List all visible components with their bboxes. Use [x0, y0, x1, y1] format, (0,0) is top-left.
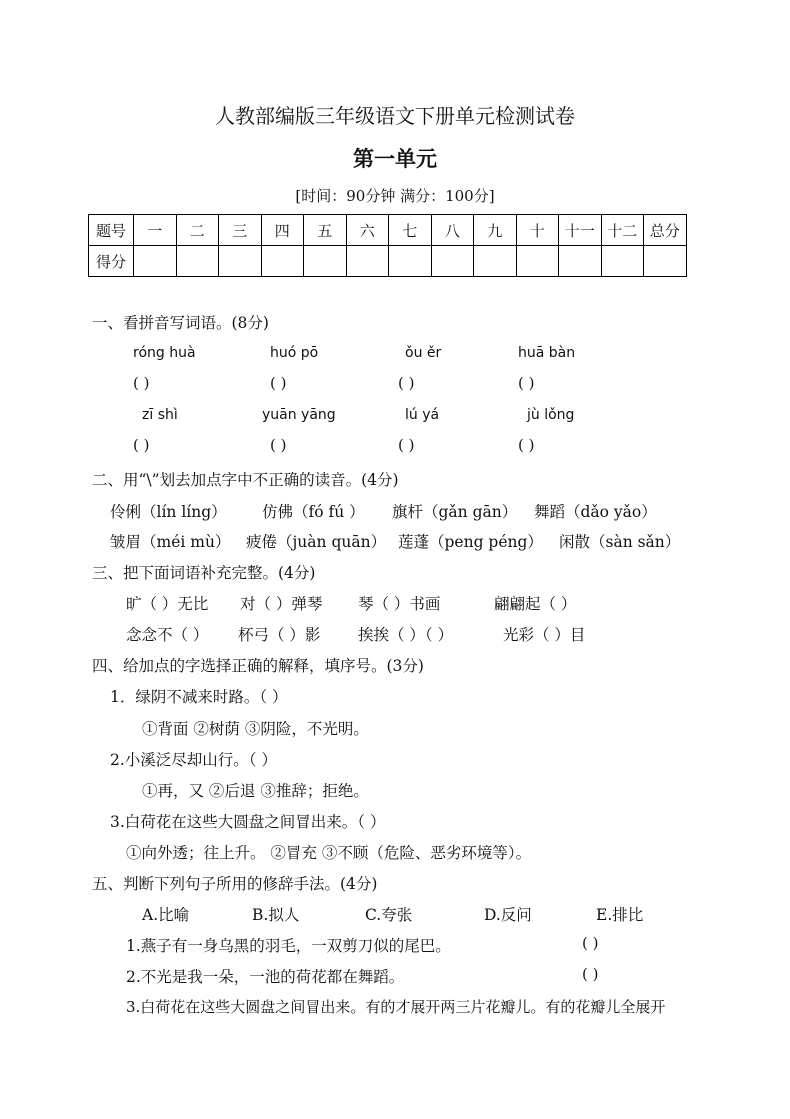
table-cell: 十一 — [559, 215, 602, 246]
table-cell: 七 — [389, 215, 432, 246]
unit-title: 第一单元 — [353, 146, 437, 171]
rhetoric-choice: E.排比 — [596, 906, 644, 924]
reading-item[interactable]: 皱眉（méi mù） — [110, 533, 231, 551]
q4-question[interactable]: 2.小溪泛尽却山行。（ ） — [110, 751, 277, 769]
answer-blank[interactable]: ( ) — [133, 436, 150, 454]
pinyin: róng huà — [133, 345, 196, 361]
table-cell: 得分 — [89, 246, 134, 277]
q5-sentence: 2.不光是我一朵，一池的荷花都在舞蹈。 — [126, 968, 405, 986]
score-input-cell[interactable] — [346, 246, 389, 277]
pinyin: lú yá — [405, 407, 440, 423]
q3-heading: 三、把下面词语补充完整。(4分) — [92, 564, 316, 582]
q2-heading: 二、用“\”划去加点字中不正确的读音。(4分) — [92, 471, 399, 489]
q5-sentence: 3.白荷花在这些大圆盘之间冒出来。有的才展开两三片花瓣儿。有的花瓣儿全展开 — [126, 998, 666, 1016]
score-input-cell[interactable] — [516, 246, 559, 277]
table-cell: 九 — [474, 215, 517, 246]
answer-blank[interactable]: ( ) — [398, 374, 415, 392]
pinyin: yuān yāng — [262, 407, 336, 423]
answer-blank[interactable]: ( ) — [398, 436, 415, 454]
answer-blank[interactable]: ( ) — [582, 934, 599, 952]
q4-options: ①再，又 ②后退 ③推辞；拒绝。 — [142, 782, 369, 800]
reading-item[interactable]: 疲倦（juàn quān） — [246, 533, 387, 551]
score-input-cell[interactable] — [559, 246, 602, 277]
idiom-blank[interactable]: 琴（ ）书画 — [358, 595, 441, 613]
idiom-blank[interactable]: 杯弓（ ）影 — [238, 626, 321, 644]
idiom-blank[interactable]: 翩翩起（ ） — [494, 595, 577, 613]
answer-blank[interactable]: ( ) — [133, 374, 150, 392]
reading-item[interactable]: 舞蹈（dǎo yǎo） — [534, 503, 657, 521]
rhetoric-choice: D.反问 — [484, 906, 532, 924]
q4-heading: 四、给加点的字选择正确的解释，填序号。(3分) — [92, 657, 424, 675]
answer-blank[interactable]: ( ) — [518, 374, 535, 392]
reading-item[interactable]: 旗杆（gǎn gān） — [392, 503, 518, 521]
score-input-cell[interactable] — [176, 246, 219, 277]
table-cell: 五 — [304, 215, 347, 246]
table-cell: 总分 — [644, 215, 687, 246]
score-input-cell[interactable] — [134, 246, 177, 277]
score-input-cell[interactable] — [644, 246, 687, 277]
q4-question[interactable]: 1．绿阴不减来时路。（ ） — [110, 688, 288, 706]
time-score-info: [时间：90分钟 满分：100分] — [295, 187, 495, 205]
q4-options: ①背面 ②树荫 ③阴险，不光明。 — [142, 720, 369, 738]
table-cell: 四 — [261, 215, 304, 246]
score-input-cell[interactable] — [304, 246, 347, 277]
idiom-blank[interactable]: 对（ ）弹琴 — [240, 595, 323, 613]
table-cell: 六 — [346, 215, 389, 246]
rhetoric-choice: A.比喻 — [142, 906, 190, 924]
idiom-blank[interactable]: 念念不（ ） — [126, 626, 209, 644]
table-cell: 八 — [431, 215, 474, 246]
q4-question[interactable]: 3.白荷花在这些大圆盘之间冒出来。（ ） — [110, 813, 386, 831]
table-cell: 三 — [219, 215, 262, 246]
score-input-cell[interactable] — [474, 246, 517, 277]
score-input-cell[interactable] — [431, 246, 474, 277]
answer-blank[interactable]: ( ) — [270, 436, 287, 454]
idiom-blank[interactable]: 挨挨（ ）（ ） — [358, 626, 454, 644]
q4-options: ①向外透；往上升。 ②冒充 ③不顾（危险、恶劣环境等）。 — [126, 844, 532, 862]
pinyin: huó pō — [270, 345, 319, 361]
table-cell: 题号 — [89, 215, 134, 246]
idiom-blank[interactable]: 旷（ ）无比 — [126, 595, 209, 613]
score-input-cell[interactable] — [261, 246, 304, 277]
score-input-cell[interactable] — [601, 246, 644, 277]
pinyin: ǒu ěr — [405, 345, 442, 361]
table-cell: 十 — [516, 215, 559, 246]
reading-item[interactable]: 伶俐（lín líng） — [110, 503, 227, 521]
q1-heading: 一、看拼音写词语。(8分) — [92, 314, 269, 332]
score-table-header-row — [89, 215, 687, 246]
exam-title: 人教部编版三年级语文下册单元检测试卷 — [215, 104, 575, 128]
score-table — [88, 214, 687, 277]
rhetoric-choice: B.拟人 — [252, 906, 300, 924]
q5-heading: 五、判断下列句子所用的修辞手法。(4分) — [92, 875, 378, 893]
idiom-blank[interactable]: 光彩（ ）目 — [503, 626, 586, 644]
table-cell: 二 — [176, 215, 219, 246]
table-cell: 一 — [134, 215, 177, 246]
table-cell: 十二 — [601, 215, 644, 246]
reading-item[interactable]: 莲蓬（peng péng） — [398, 533, 543, 551]
pinyin: jù lǒng — [527, 407, 575, 423]
answer-blank[interactable]: ( ) — [582, 965, 599, 983]
answer-blank[interactable]: ( ) — [270, 374, 287, 392]
rhetoric-choice: C.夸张 — [365, 906, 413, 924]
score-input-cell[interactable] — [219, 246, 262, 277]
pinyin: huā bàn — [518, 345, 576, 361]
reading-item[interactable]: 闲散（sàn sǎn） — [559, 533, 681, 551]
answer-blank[interactable]: ( ) — [518, 436, 535, 454]
reading-item[interactable]: 仿佛（fó fú ） — [262, 503, 365, 521]
score-table-score-row — [89, 246, 687, 277]
score-input-cell[interactable] — [389, 246, 432, 277]
q5-sentence: 1.燕子有一身乌黑的羽毛，一双剪刀似的尾巴。 — [126, 937, 451, 955]
pinyin: zī shì — [142, 407, 178, 423]
